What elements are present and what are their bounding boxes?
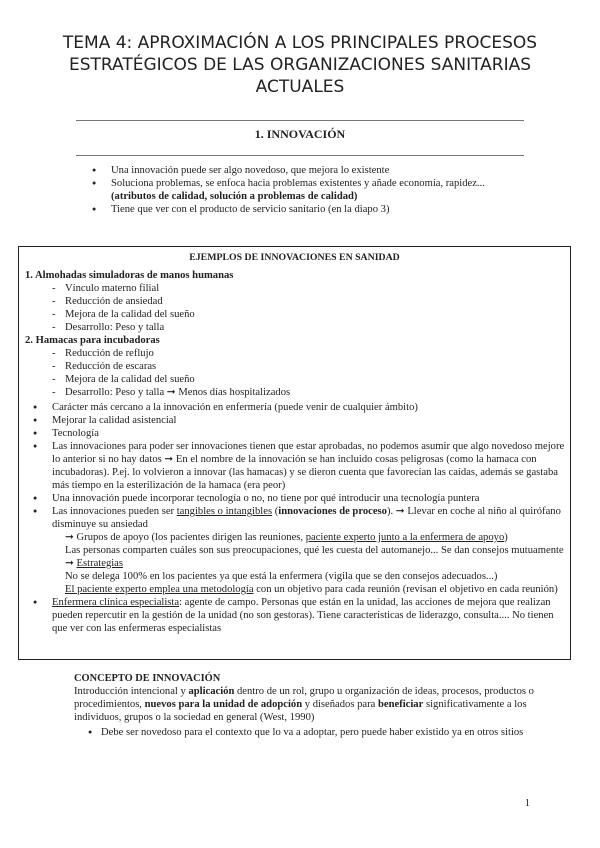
- intro-list: [84, 164, 514, 216]
- example-item-1-sub: - Reducción de ansiedad: [25, 295, 565, 308]
- title-line-2: ESTRATÉGICOS DE LAS ORGANIZACIONES SANITARIAS: [68, 55, 532, 75]
- example-item-2-sub: - Reducción de reflujo: [25, 347, 565, 360]
- example-item-2: 2. Hamacas para incubadoras: [25, 335, 160, 346]
- box-bullet-tangibles: ● Las innovaciones pueden ser tangibles o intangibles (innovaciones de proceso). ➞ Llevar en coche al niño al quirófano disminuye su ansiedad: [25, 505, 565, 531]
- delegation-line: No se delega 100% en los pacientes ya que está la enfermera (vigila que se den consejos adecuados...): [65, 571, 498, 582]
- example-item-1-sub: - Vínculo materno filial: [25, 282, 565, 295]
- box-bullet: ● Mejorar la calidad asistencial: [25, 414, 565, 427]
- box-bullet: ● Las innovaciones para poder ser innovaciones tienen que estar aprobadas, no podemos asumir que algo novedoso mejore lo anterior si no hay datos ➞ En el nombre de la innovación se han incluido cosas peligrosas (como la hamaca con incubadoras). P.ej. lo volvieron a innovar (las hamacas) y se dieron cuenta que favorecían las caídas, además se gastaba más tiempo en la esterilización de la hamaca (era peor): [25, 440, 565, 492]
- example-item-1-sub: - Desarrollo: Peso y talla: [25, 321, 565, 334]
- concept-paragraph: Introducción intencional y aplicación dentro de un rol, grupo u organización de ideas, procesos, productos o procedimientos, nuevos para la unidad de adopción y diseñados para beneficiar significativamente a los individuos, grupos o la sociedad en general (West, 1990): [74, 686, 534, 723]
- section-heading: 1. INNOVACIÓN: [254, 127, 346, 141]
- support-groups-line: ➞ Grupos de apoyo (los pacientes dirigen las reuniones, paciente experto junto a la enfermera de apoyo): [65, 532, 508, 543]
- example-item-1: 1. Almohadas simuladoras de manos humanas: [25, 270, 234, 281]
- box-bullet: ● Carácter más cercano a la innovación en enfermería (puede venir de cualquier ámbito): [25, 401, 565, 414]
- divider-bottom: [76, 155, 524, 156]
- page-number: 1: [524, 798, 530, 809]
- concept-section: [74, 672, 534, 739]
- example-item-1-sub: - Mejora de la calidad del sueño: [25, 308, 565, 321]
- intro-bullet-1: ● Una innovación puede ser algo novedoso, que mejora lo existente: [84, 164, 514, 177]
- title-line-3: ACTUALES: [255, 77, 345, 97]
- page-title: [60, 32, 540, 98]
- example-item-2-sub: - Mejora de la calidad del sueño: [25, 373, 565, 386]
- divider-top: [76, 120, 524, 121]
- examples-box-title: EJEMPLOS DE INNOVACIONES EN SANIDAD: [189, 252, 400, 263]
- examples-box-body: [25, 269, 565, 635]
- intro-bullet-3: ● Tiene que ver con el producto de servicio sanitario (en la diapo 3): [84, 203, 514, 216]
- box-bullet: ● Tecnología: [25, 427, 565, 440]
- concept-bullet: ● Debe ser novedoso para el contexto que lo va a adoptar, pero puede haber existido ya en otros sitios: [74, 726, 534, 739]
- example-item-2-sub: - Reducción de escaras: [25, 360, 565, 373]
- box-bullet: ● Una innovación puede incorporar tecnología o no, no tiene por qué introducir una tecnología puntera: [25, 492, 565, 505]
- methodology-line: El paciente experto emplea una metodología con un objetivo para cada reunión (revisan el objetivo en cada reunión): [65, 584, 558, 595]
- title-line-1: TEMA 4: APROXIMACIÓN A LOS PRINCIPALES PROCESOS: [62, 33, 538, 53]
- examples-box: [18, 246, 571, 660]
- strategies-line: Las personas comparten cuáles son sus preocupaciones, qué les cuesta del automanejo... Se dan consejos mutuamente ➞ Estrategias: [65, 545, 564, 569]
- concept-heading: CONCEPTO DE INNOVACIÓN: [74, 673, 221, 684]
- intro-bullet-2: ● Soluciona problemas, se enfoca hacia problemas existentes y añade economía, rapidez... (atributos de calidad, solución a problemas de calidad): [84, 177, 514, 203]
- example-item-2-sub: - Desarrollo: Peso y talla ➞ Menos días hospitalizados: [25, 386, 565, 399]
- box-bullet-nurse: ● Enfermera clínica especialista: agente de campo. Personas que están en la unidad, las acciones de mejora que realizan pueden repercutir en la gestión de la unidad (no son gestoras). Tiene características de liderazgo, consulta.... No tienen que ver con las enfermeras especialistas: [25, 596, 565, 635]
